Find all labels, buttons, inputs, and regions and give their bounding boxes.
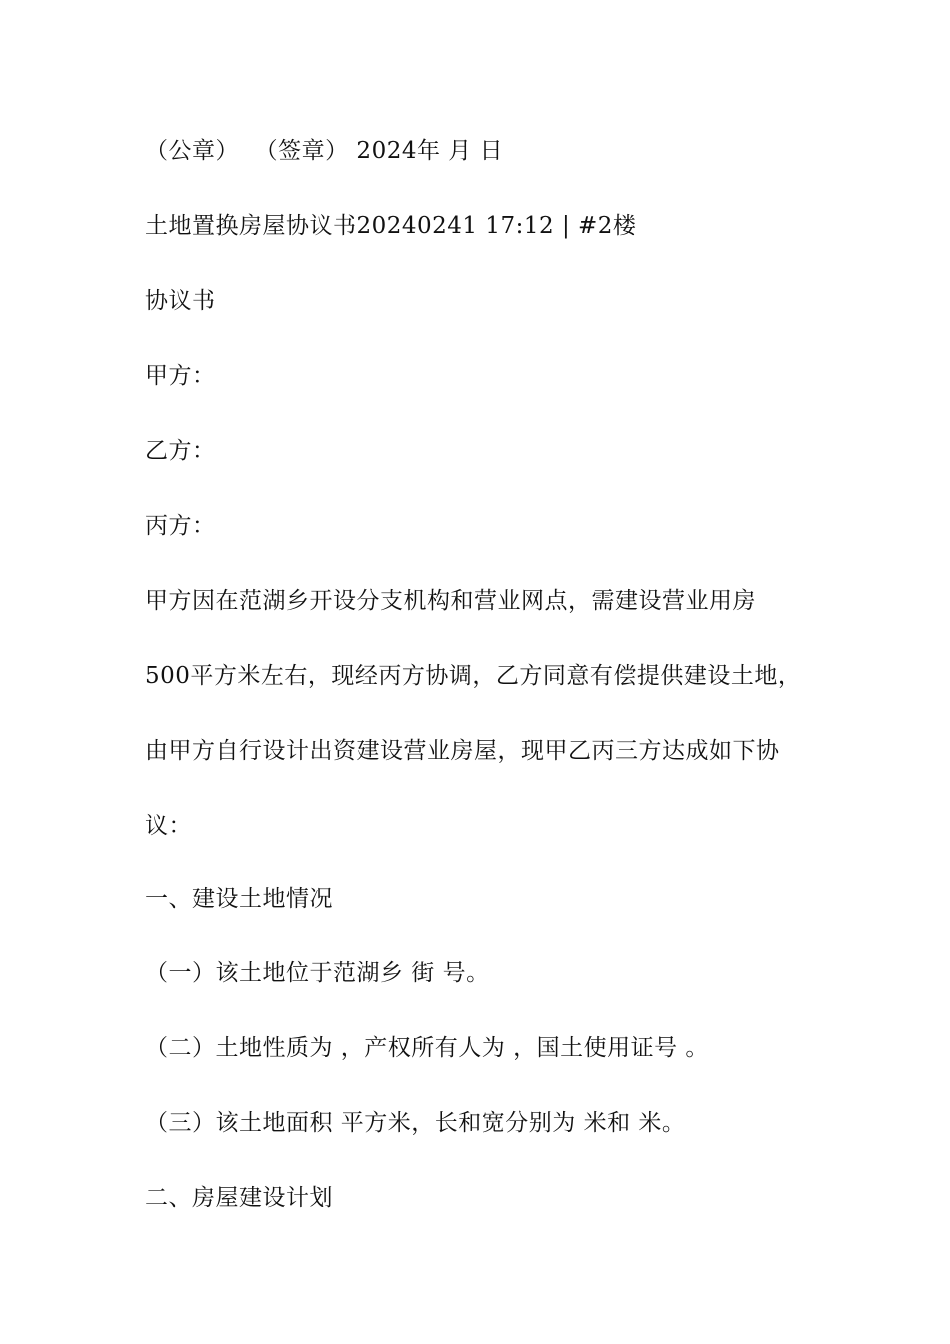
section-1-item-2: （二）土地性质为 ，产权所有人为 ，国土使用证号 。 (145, 1035, 709, 1061)
intro-paragraph-line-4: 议： (145, 813, 192, 839)
document-title: 协议书 (145, 288, 216, 314)
seal-date-line: （公章） （签章） 2024年 月 日 (145, 138, 504, 164)
section-2-heading: 二、房屋建设计划 (145, 1185, 333, 1211)
party-b-label: 乙方： (145, 438, 216, 464)
post-header-line: 土地置换房屋协议书20240241 17:12 | #2楼 (145, 213, 637, 239)
intro-paragraph-line-3: 由甲方自行设计出资建设营业房屋，现甲乙丙三方达成如下协 (145, 738, 780, 764)
party-a-label: 甲方： (145, 363, 216, 389)
intro-paragraph-line-2: 500平方米左右，现经丙方协调，乙方同意有偿提供建设土地， (145, 663, 802, 689)
section-1-heading: 一、建设土地情况 (145, 886, 333, 912)
section-1-item-1: （一）该土地位于范湖乡 街 号。 (145, 960, 490, 986)
party-c-label: 丙方： (145, 513, 216, 539)
section-1-item-3: （三）该土地面积 平方米，长和宽分别为 米和 米。 (145, 1110, 686, 1136)
intro-paragraph-line-1: 甲方因在范湖乡开设分支机构和营业网点，需建设营业用房 (145, 588, 756, 614)
